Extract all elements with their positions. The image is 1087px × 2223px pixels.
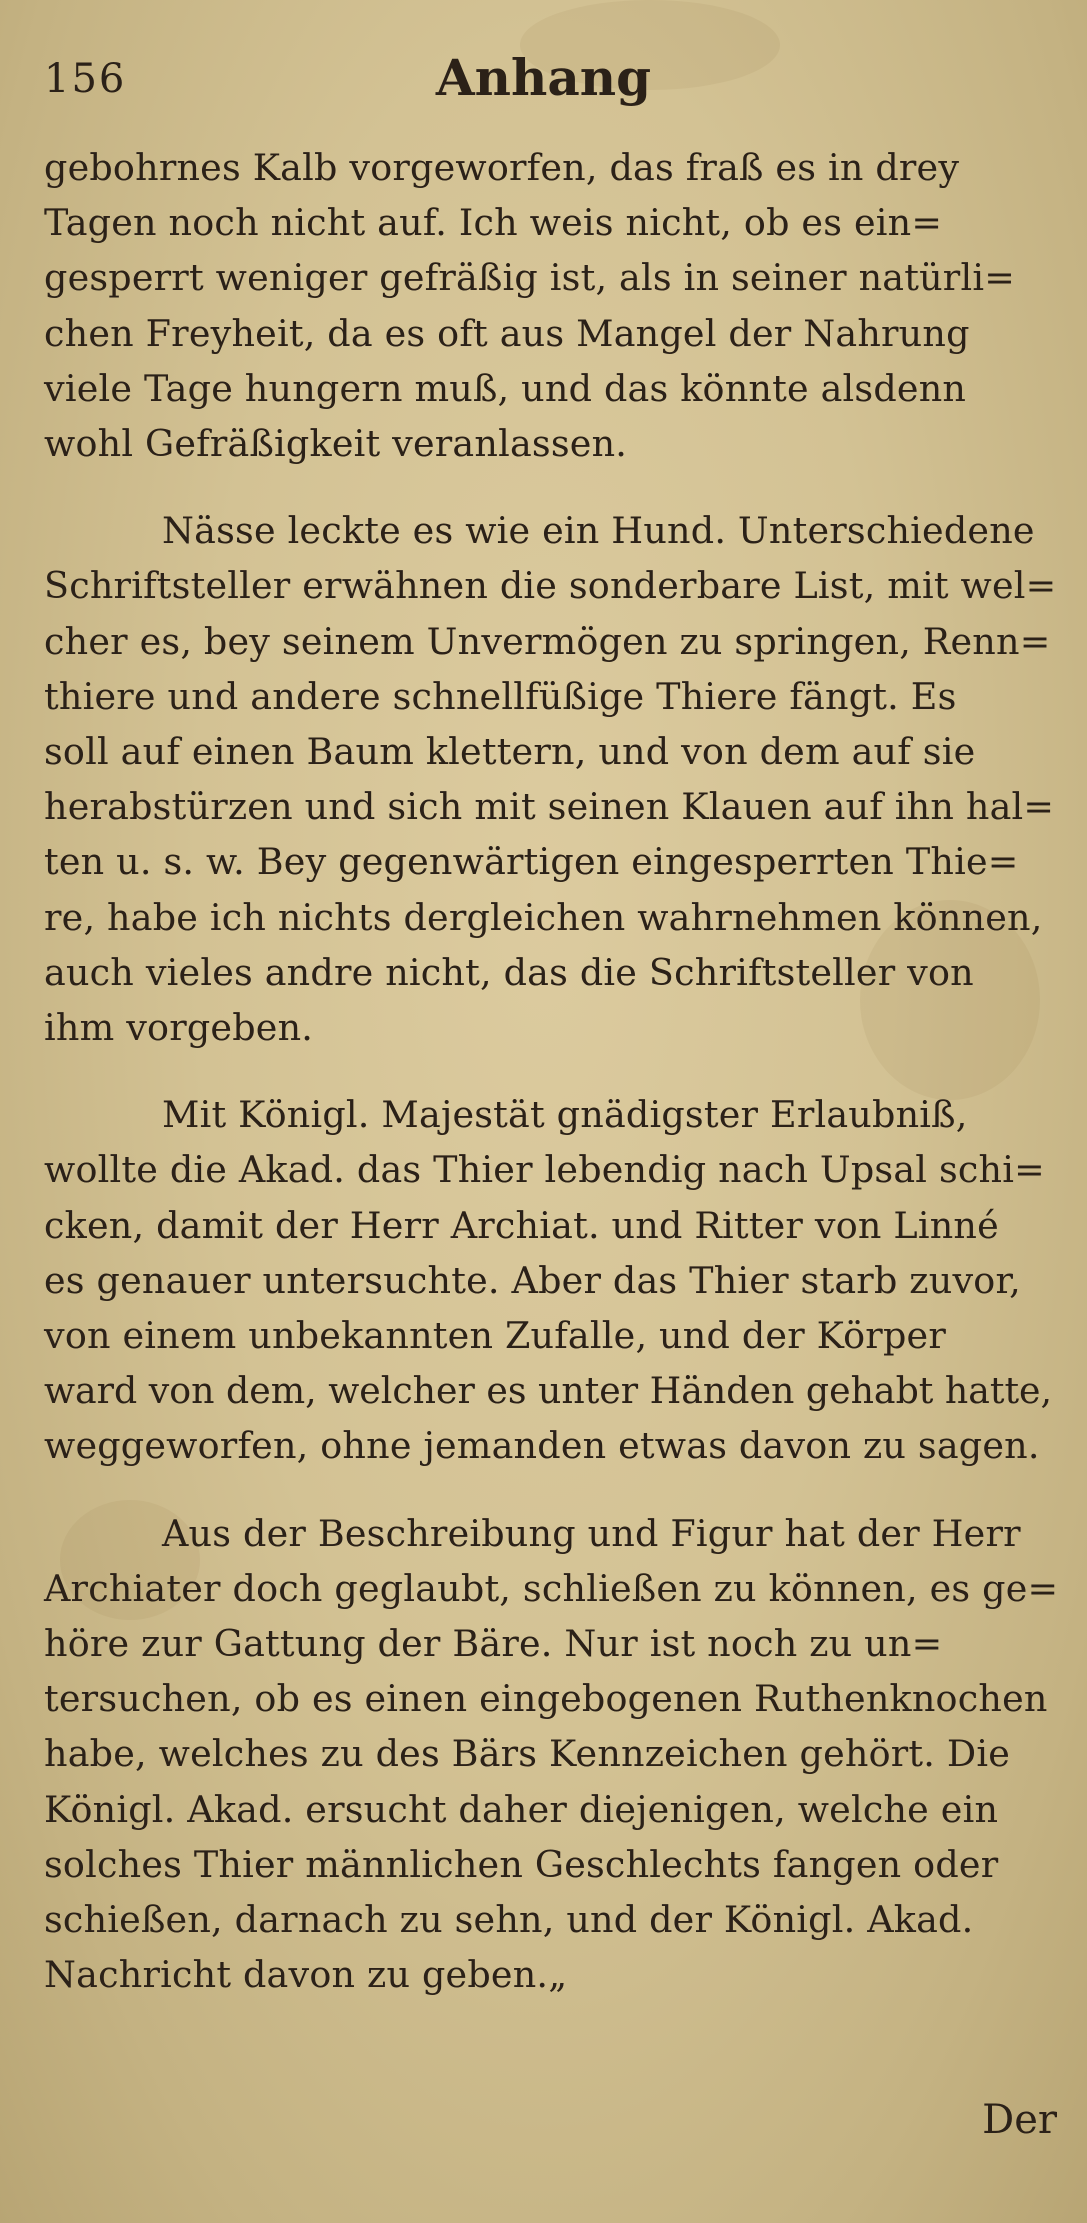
text-line: es genauer untersuchte. Aber das Thier starb zuvor, [44, 1258, 1021, 1302]
text-line: soll auf einen Baum klettern, und von dem auf sie [44, 730, 976, 774]
paragraph-2 [44, 503, 1062, 1055]
page-header [44, 48, 1043, 118]
text-line: habe, welches zu des Bärs Kennzeichen gehört. Die [44, 1732, 1011, 1776]
page-number: 156 [44, 56, 127, 102]
text-line: schießen, darnach zu sehn, und der Königl. Akad. [44, 1898, 974, 1942]
running-head: Anhang [435, 48, 652, 107]
text-line: auch vieles andre nicht, das die Schriftsteller von [44, 950, 974, 994]
text-line: ward von dem, welcher es unter Händen gehabt hatte, [44, 1369, 1053, 1413]
paragraph-3 [44, 1087, 1062, 1473]
text-line: ten u. s. w. Bey gegenwärtigen eingesperrten Thie= [44, 840, 1019, 884]
paragraph-4 [44, 1506, 1062, 2003]
text-line: cher es, bey seinem Unvermögen zu springen, Renn= [44, 619, 1051, 663]
text-line: Aus der Beschreibung und Figur hat der Herr [162, 1511, 1021, 1555]
text-line: Schriftsteller erwähnen die sonderbare List, mit wel= [44, 564, 1057, 608]
text-line: Tagen noch nicht auf. Ich weis nicht, ob es ein= [44, 201, 943, 245]
text-line: viele Tage hungern muß, und das könnte alsdenn [44, 366, 967, 410]
text-line: Archiater doch geglaubt, schließen zu können, es ge= [44, 1566, 1059, 1610]
text-line: weggeworfen, ohne jemanden etwas davon zu sagen. [44, 1424, 1040, 1468]
text-line: Nässe leckte es wie ein Hund. Unterschiedene [162, 509, 1035, 553]
text-line: ihm vorgeben. [44, 1006, 314, 1050]
text-line: chen Freyheit, da es oft aus Mangel der Nahrung [44, 311, 970, 355]
catchword: Der [982, 2097, 1057, 2143]
text-line: von einem unbekannten Zufalle, und der Körper [44, 1314, 946, 1358]
page-body [44, 140, 1062, 2035]
text-line: gesperrt weniger gefräßig ist, als in seiner natürli= [44, 256, 1015, 300]
text-line: thiere und andere schnellfüßige Thiere fängt. Es [44, 674, 957, 718]
text-line: Nachricht davon zu geben.„ [44, 1953, 568, 1997]
paragraph-1 [44, 140, 1062, 471]
text-line: herabstürzen und sich mit seinen Klauen auf ihn hal= [44, 785, 1055, 829]
text-line: Königl. Akad. ersucht daher diejenigen, welche ein [44, 1787, 999, 1831]
text-line: re, habe ich nichts dergleichen wahrnehmen können, [44, 895, 1043, 939]
text-line: Mit Königl. Majestät gnädigster Erlaubniß, [162, 1093, 968, 1137]
text-line: höre zur Gattung der Bäre. Nur ist noch zu un= [44, 1622, 943, 1666]
text-line: tersuchen, ob es einen eingebogenen Ruthenknochen [44, 1677, 1048, 1721]
text-line: wohl Gefräßigkeit veranlassen. [44, 422, 628, 466]
text-line: cken, damit der Herr Archiat. und Ritter von Linné [44, 1203, 999, 1247]
text-line: wollte die Akad. das Thier lebendig nach Upsal schi= [44, 1148, 1045, 1192]
text-line: gebohrnes Kalb vorgeworfen, das fraß es in drey [44, 146, 960, 189]
text-line: solches Thier männlichen Geschlechts fangen oder [44, 1842, 999, 1886]
